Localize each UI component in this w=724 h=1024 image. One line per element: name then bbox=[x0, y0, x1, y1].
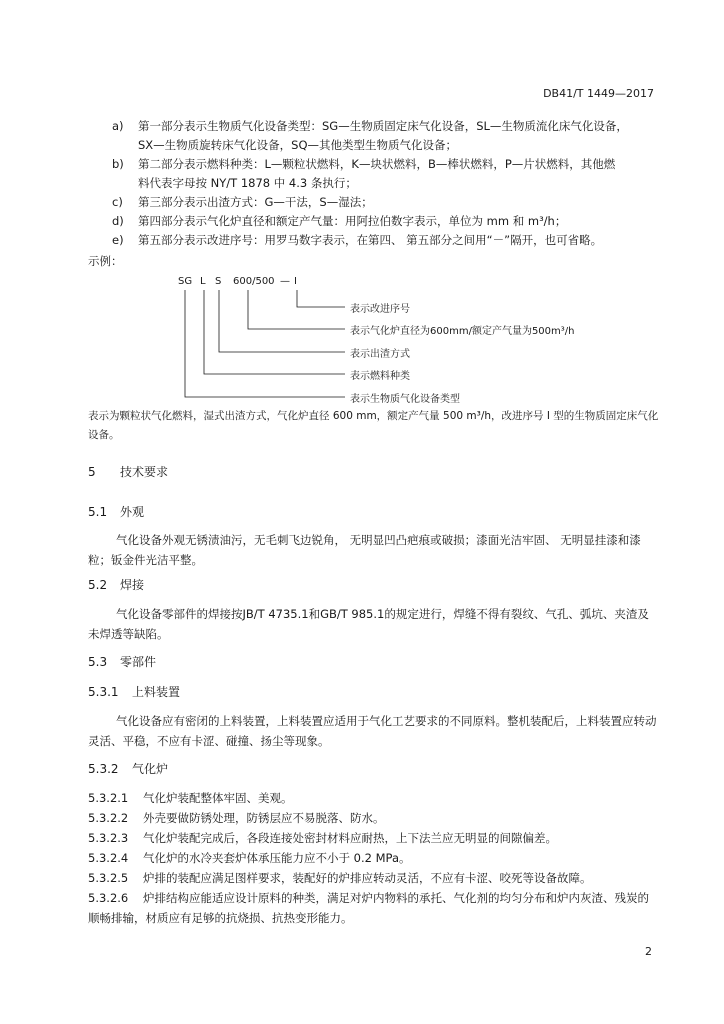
clause-number: 5.3.2.5 bbox=[88, 871, 129, 885]
subsection-number: 5.3.1 bbox=[88, 685, 119, 699]
subsection-heading bbox=[88, 576, 144, 595]
list-item bbox=[88, 231, 658, 250]
code-part-separator: — bbox=[280, 276, 290, 287]
subsection-heading bbox=[88, 653, 156, 672]
annotation-slag: 表示出渣方式 bbox=[350, 349, 410, 360]
list-text: 第一部分表示生物质气化设备类型：SG—生物质固定床气化设备，SL—生物质流化床气化设备， bbox=[138, 119, 628, 133]
clause-item bbox=[88, 888, 658, 928]
connector-line bbox=[219, 290, 345, 352]
subsection-heading bbox=[88, 683, 180, 702]
clause-number: 5.3.2.1 bbox=[88, 791, 129, 805]
subsection-title: 外观 bbox=[120, 505, 145, 519]
connector-line bbox=[204, 290, 345, 374]
list-marker: b) bbox=[112, 157, 124, 171]
example-label: 示例： bbox=[88, 254, 123, 268]
list-marker: e) bbox=[112, 233, 124, 247]
list-marker: c) bbox=[112, 195, 123, 209]
connector-line bbox=[248, 290, 345, 329]
type-code-parts-list bbox=[88, 117, 658, 250]
annotation-size: 表示气化炉直径为600mm/额定产气量为500m³/h bbox=[350, 326, 575, 337]
subsection-number: 5.1 bbox=[88, 505, 108, 519]
code-part-slag: S bbox=[215, 276, 222, 287]
clause-number: 5.3.2.3 bbox=[88, 831, 129, 845]
clause-text: 气化炉装配完成后，各段连接处密封材料应耐热，上下法兰应无明显的间隙偏差。 bbox=[143, 831, 557, 845]
subsection-number: 5.2 bbox=[88, 578, 108, 592]
section-heading bbox=[88, 463, 168, 482]
subsection-heading bbox=[88, 503, 144, 522]
clause-item bbox=[88, 868, 658, 888]
paragraph: 气化设备零部件的焊接按JB/T 4735.1和GB/T 985.1的规定进行，焊缝不得有裂纹、气孔、弧坑、夹渣及未焊透等缺陷。 bbox=[88, 607, 649, 641]
clause-text: 气化炉装配整体牢固、美观。 bbox=[143, 791, 293, 805]
list-item bbox=[88, 212, 658, 231]
subsection-number: 5.3.2 bbox=[88, 762, 119, 776]
clause-item bbox=[88, 788, 658, 808]
annotation-revision: 表示改进序号 bbox=[350, 304, 410, 315]
section-title: 技术要求 bbox=[120, 465, 169, 479]
list-text: 第五部分表示改进序号：用罗马数字表示，在第四、 第五部分之间用“－”隔开，也可省略。 bbox=[138, 233, 603, 247]
subsection-heading bbox=[88, 760, 168, 779]
clause-text: 炉排结构应能适应设计原料的种类，满足对炉内物料的承托、气化剂的均匀分布和炉内灰渣、残炭的顺畅排输，材质应有足够的抗烧损、抗热变形能力。 bbox=[88, 891, 649, 925]
section-number: 5 bbox=[88, 465, 96, 479]
paragraph: 气化设备应有密闭的上料装置，上料装置应适用于气化工艺要求的不同原料。整机装配后，上料装置应转动灵活、平稳，不应有卡涩、碰撞、扬尘等现象。 bbox=[88, 714, 657, 748]
code-part-fuel: L bbox=[200, 276, 206, 287]
paragraph: 气化设备外观无锈渍油污，无毛刺飞边锐角， 无明显凹凸疤痕或破损；漆面光洁牢固、 无明显挂漆和漆粒；钣金件光洁平整。 bbox=[88, 533, 641, 567]
model-code-diagram bbox=[160, 272, 630, 405]
document-code: DB41/T 1449—2017 bbox=[543, 87, 654, 100]
subsection-title: 气化炉 bbox=[132, 762, 169, 776]
example-description: 表示为颗粒状气化燃料，湿式出渣方式，气化炉直径 600 mm，额定产气量 500 m³/h，改进序号 I 型的生物质固定床气化设备。 bbox=[88, 410, 659, 441]
code-part-size: 600/500 bbox=[233, 276, 275, 287]
subsection-title: 焊接 bbox=[120, 578, 145, 592]
clause-item bbox=[88, 848, 658, 868]
list-marker: a) bbox=[112, 119, 124, 133]
connector-line bbox=[185, 290, 345, 397]
list-marker: d) bbox=[112, 214, 124, 228]
clause-item bbox=[88, 828, 658, 848]
annotation-fuel: 表示燃料种类 bbox=[350, 371, 410, 382]
clause-number: 5.3.2.2 bbox=[88, 811, 129, 825]
clause-item bbox=[88, 808, 658, 828]
subsection-title: 上料装置 bbox=[132, 685, 181, 699]
clause-text: 气化炉的水冷夹套炉体承压能力应不小于 0.2 MPa。 bbox=[143, 851, 411, 865]
list-text-continued: SX—生物质旋转床气化设备，SQ—其他类型生物质气化设备； bbox=[138, 138, 458, 152]
list-text: 第三部分表示出渣方式：G—干法，S—湿法； bbox=[138, 195, 373, 209]
list-item bbox=[88, 155, 658, 193]
list-item bbox=[88, 117, 658, 155]
clause-text: 炉排的装配应满足图样要求，装配好的炉排应转动灵活，不应有卡涩、咬死等设备故障。 bbox=[143, 871, 592, 885]
page-number: 2 bbox=[645, 945, 652, 958]
clause-text: 外壳要做防锈处理，防锈层应不易脱落、防水。 bbox=[143, 811, 385, 825]
connector-line bbox=[297, 290, 345, 307]
list-text: 第二部分表示燃料种类：L—颗粒状燃料，K—块状燃料，B—棒状燃料，P—片状燃料，其他燃 bbox=[138, 157, 616, 171]
list-item bbox=[88, 193, 658, 212]
list-text-continued: 料代表字母按 NY/T 1878 中 4.3 条执行； bbox=[138, 176, 357, 190]
subsection-title: 零部件 bbox=[120, 655, 157, 669]
code-part-revision: I bbox=[294, 276, 297, 287]
list-text: 第四部分表示气化炉直径和额定产气量：用阿拉伯数字表示，单位为 mm 和 m³/h； bbox=[138, 214, 567, 228]
subsection-number: 5.3 bbox=[88, 655, 108, 669]
code-part-type: SG bbox=[178, 276, 193, 287]
clause-number: 5.3.2.6 bbox=[88, 891, 129, 905]
clause-number: 5.3.2.4 bbox=[88, 851, 129, 865]
annotation-type: 表示生物质气化设备类型 bbox=[350, 394, 460, 405]
model-code-bracket-lines bbox=[160, 272, 630, 402]
